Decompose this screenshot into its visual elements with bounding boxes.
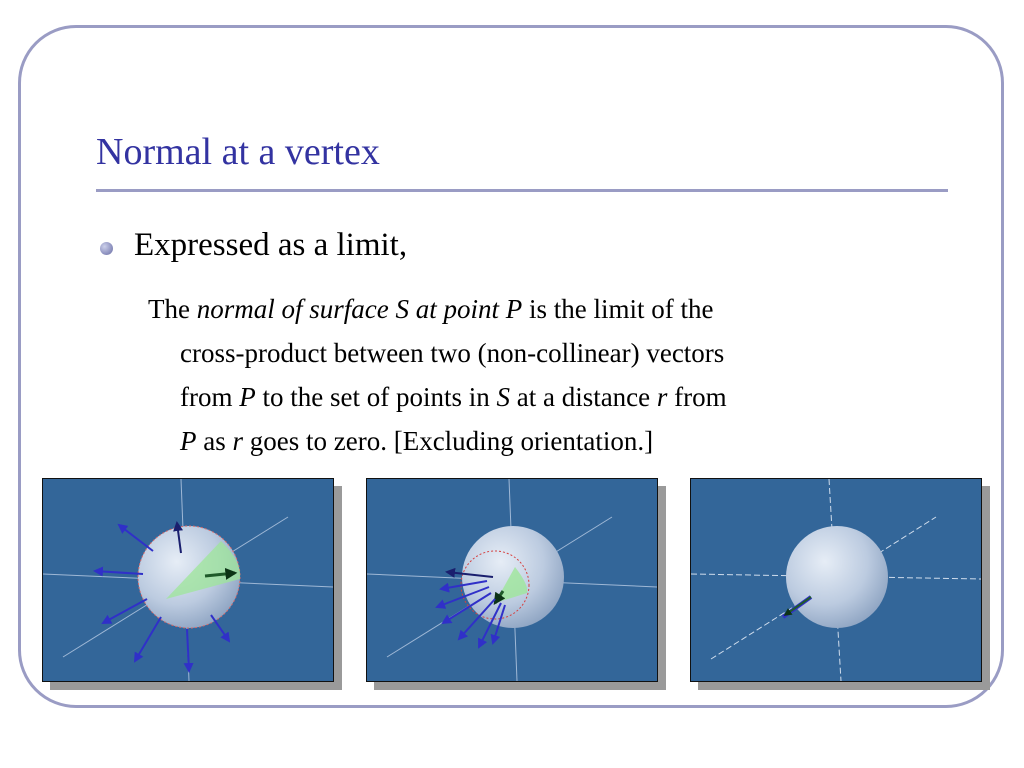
vertex-arrow [103, 599, 147, 623]
definition-text: to the set of points in [255, 382, 497, 412]
definition-emphasis: P [239, 382, 256, 412]
vertex-arrow [119, 525, 153, 551]
bullet-text: Expressed as a limit, [134, 227, 408, 263]
sphere-with-normals-icon [367, 479, 657, 681]
definition-line [148, 331, 948, 375]
definition-emphasis: P [180, 426, 197, 456]
definition-emphasis: r [656, 382, 668, 412]
vertex-arrow [95, 571, 143, 574]
definition-line [148, 287, 948, 331]
definition-text: is the limit of the [522, 294, 714, 324]
sphere-with-normals-icon [43, 479, 333, 681]
figure-panel-large-neighborhood [42, 478, 334, 682]
sphere-with-normals-icon [691, 479, 981, 681]
vertex-arrow [211, 615, 229, 641]
definition-text: as [196, 426, 233, 456]
definition-emphasis: S [496, 382, 510, 412]
vertex-arrow [135, 617, 161, 661]
definition-text: from [180, 382, 240, 412]
sphere [786, 526, 888, 628]
definition-line [148, 419, 948, 463]
definition-line [148, 375, 948, 419]
vertex-arrow [187, 629, 189, 671]
definition-text: cross-product between two (non-collinear) vectors [180, 338, 725, 368]
title-divider [96, 189, 948, 192]
definition-text: The [148, 294, 197, 324]
slide-title: Normal at a vertex [96, 131, 380, 173]
definition-emphasis: normal of surface S at point P [196, 294, 523, 324]
figure-panel-smaller-neighborhood [366, 478, 658, 682]
bullet-icon [100, 242, 113, 255]
definition-text: from [667, 382, 727, 412]
definition-text: goes to zero. [Excluding orientation.] [243, 426, 654, 456]
figure-panel-limit-normal [690, 478, 982, 682]
definition-paragraph [148, 287, 948, 463]
definition-emphasis: r [232, 426, 244, 456]
definition-text: at a distance [509, 382, 657, 412]
